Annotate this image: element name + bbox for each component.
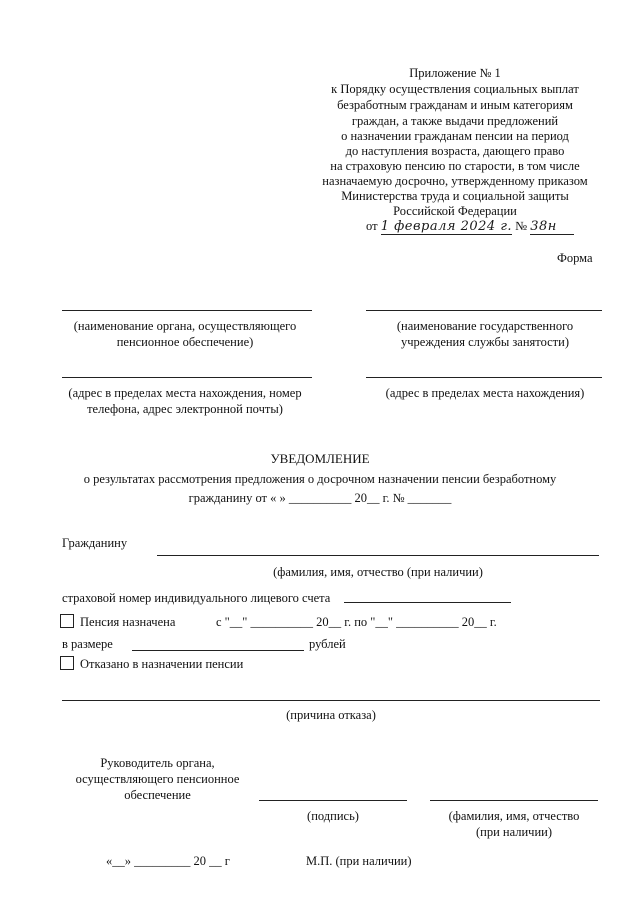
employment-center-line [366, 310, 602, 311]
employment-center-address-caption: (адрес в пределах места нахождения) [385, 386, 585, 400]
amount-unit: рублей [309, 637, 346, 651]
org-caption: (наименование органа, осуществляющего пенсионное обеспечение) [73, 319, 297, 349]
order-prefix: от [366, 219, 378, 233]
notice-title: УВЕДОМЛЕНИЕ [270, 451, 370, 466]
refusal-reason-caption: (причина отказа) [286, 708, 376, 722]
citizen-name-caption: (фамилия, имя, отчество (при наличии) [273, 565, 483, 579]
pension-granted-checkbox[interactable] [60, 614, 74, 628]
pension-granted-label: Пенсия назначена [80, 615, 176, 629]
notice-number-line: гражданину от « » __________ 20__ г. № _______ [188, 491, 452, 505]
pension-refused-label: Отказано в назначении пенсии [80, 657, 244, 671]
head-name-caption: (фамилия, имя, отчество (при наличии) [448, 809, 580, 839]
signature-line [259, 800, 407, 801]
citizen-name-line [157, 555, 599, 556]
signature-date: «__» _________ 20 __ г [106, 854, 230, 868]
appendix-line: о назначении гражданам пенсии на период [341, 129, 569, 143]
refusal-reason-line [62, 700, 600, 701]
head-title: Руководитель органа, осуществляющего пенсионное обеспечение [75, 756, 240, 802]
appendix-line: до наступления возраста, дающего право [345, 144, 565, 158]
citizen-label: Гражданину [62, 536, 128, 550]
head-name-line [430, 800, 598, 801]
employment-center-caption: (наименование государственного учреждения службы занятости) [396, 319, 574, 349]
appendix-line: к Порядку осуществления социальных выплат [331, 82, 579, 96]
appendix-line: Российской Федерации [393, 204, 517, 218]
amount-label: в размере [62, 637, 113, 651]
signature-caption: (подпись) [307, 809, 359, 823]
order-date-line [366, 220, 574, 235]
order-number: 38н [530, 220, 574, 235]
appendix-line: Приложение № 1 [409, 66, 501, 80]
notice-subtitle: о результатах рассмотрения предложения о досрочном назначении пенсии безработному [83, 472, 557, 486]
order-date: 1 февраля 2024 г. [380, 219, 513, 234]
appendix-line: на страховую пенсию по старости, в том числе [330, 159, 580, 173]
order-number-prefix: № [515, 219, 528, 233]
appendix-line: Министерства труда и социальной защиты [341, 189, 569, 203]
org-name-line [62, 310, 312, 311]
form-label: Форма [557, 251, 593, 265]
appendix-line: безработным гражданам и иным категориям [337, 98, 573, 112]
appendix-line: граждан, а также выдачи предложений [351, 114, 559, 128]
org-address-line [62, 377, 312, 378]
amount-line [132, 650, 304, 651]
employment-center-address-line [366, 377, 602, 378]
snils-label: страховой номер индивидуального лицевого счета [62, 591, 331, 605]
pension-refused-checkbox[interactable] [60, 656, 74, 670]
org-address-caption: (адрес в пределах места нахождения, номер телефона, адрес электронной почты) [68, 386, 302, 416]
snils-line [344, 602, 511, 603]
pension-period: с "__" __________ 20__ г. по "__" __________ 20__ г. [216, 615, 497, 629]
stamp-label: М.П. (при наличии) [306, 854, 412, 868]
appendix-line: назначаемую досрочно, утвержденному приказом [322, 174, 588, 188]
